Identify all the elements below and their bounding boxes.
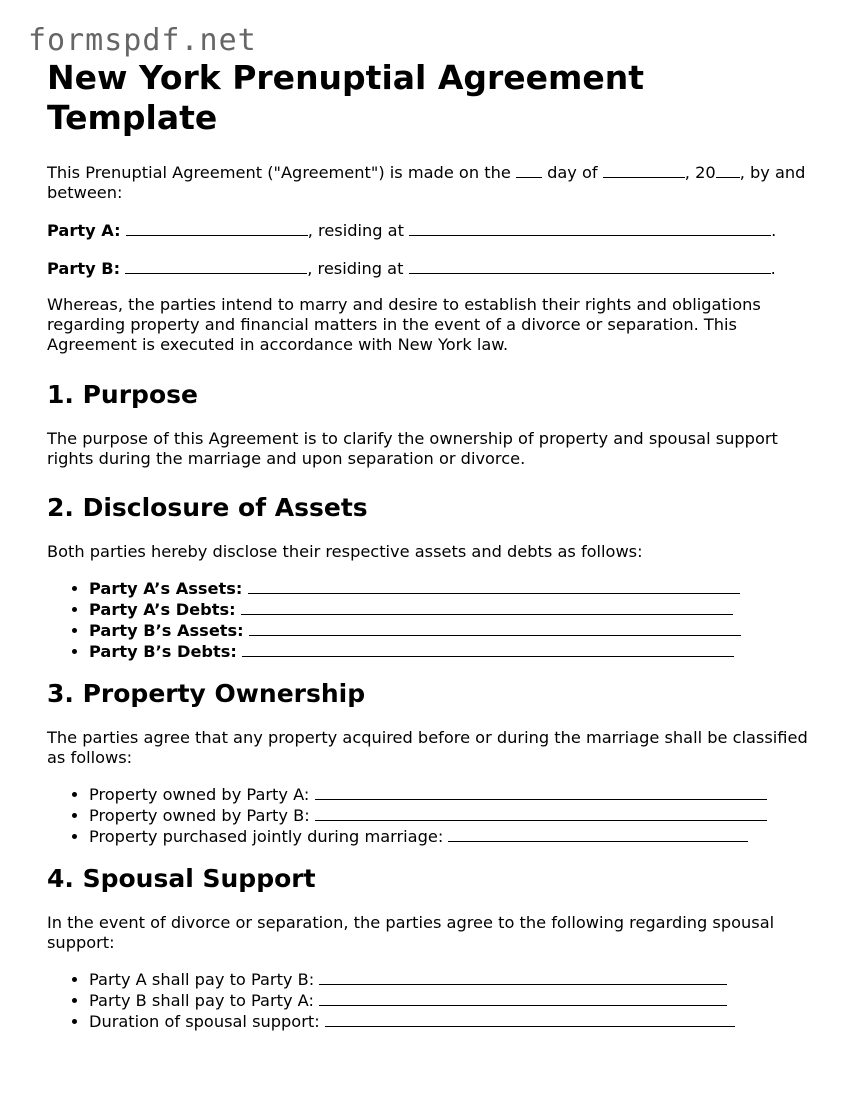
list-item-label: Party A shall pay to Party B: bbox=[89, 970, 315, 989]
list-item bbox=[89, 990, 817, 1011]
whereas-paragraph: Whereas, the parties intend to marry and desire to establish their rights and obligations regarding property and financial matters in the event of a divorce or separation. This Agreement is executed in accordance with New York law. bbox=[47, 295, 761, 354]
list-item bbox=[89, 620, 817, 641]
party-a-assets-blank[interactable] bbox=[248, 578, 740, 594]
b-pays-a-blank[interactable] bbox=[319, 990, 727, 1006]
year-blank[interactable] bbox=[716, 162, 740, 178]
support-text: In the event of divorce or separation, the parties agree to the following regarding spousal support: bbox=[47, 913, 775, 952]
list-item-label: Property owned by Party A: bbox=[89, 785, 310, 804]
a-pays-b-blank[interactable] bbox=[319, 969, 727, 985]
property-joint-blank[interactable] bbox=[448, 826, 748, 842]
list-item bbox=[89, 599, 817, 620]
list-item-label: Property owned by Party B: bbox=[89, 806, 310, 825]
list-item bbox=[89, 805, 817, 826]
document-title: New York Prenuptial Agreement Template bbox=[47, 58, 645, 137]
party-b-address-blank[interactable] bbox=[409, 258, 771, 274]
watermark: formspdf.net bbox=[28, 23, 257, 58]
party-b-end: . bbox=[770, 259, 776, 278]
property-party-a-blank[interactable] bbox=[315, 784, 767, 800]
party-b-name-blank[interactable] bbox=[125, 258, 307, 274]
list-item-label: Party A’s Debts: bbox=[89, 600, 236, 619]
list-item bbox=[89, 969, 817, 990]
support-heading: 4. Spousal Support bbox=[47, 864, 316, 893]
party-b-assets-blank[interactable] bbox=[249, 620, 741, 636]
disclosure-text: Both parties hereby disclose their respective assets and debts as follows: bbox=[47, 542, 643, 561]
disclosure-heading: 2. Disclosure of Assets bbox=[47, 493, 368, 522]
list-item bbox=[89, 826, 817, 847]
list-item-label: Party B’s Assets: bbox=[89, 621, 244, 640]
list-item bbox=[89, 784, 817, 805]
intro-text-b: day of bbox=[547, 163, 598, 182]
support-duration-blank[interactable] bbox=[325, 1011, 735, 1027]
party-a-address-blank[interactable] bbox=[409, 220, 771, 236]
list-item bbox=[89, 578, 817, 599]
party-b-line bbox=[47, 258, 817, 279]
party-b-residing-label: , residing at bbox=[307, 259, 404, 278]
intro-text-c: , 20 bbox=[684, 163, 716, 182]
day-blank[interactable] bbox=[516, 162, 542, 178]
property-text: The parties agree that any property acquired before or during the marriage shall be classified as follows: bbox=[47, 728, 808, 767]
party-a-residing-label: , residing at bbox=[307, 221, 404, 240]
intro-text-d: , by and between: bbox=[47, 163, 806, 202]
party-b-label: Party B: bbox=[47, 259, 121, 278]
purpose-heading: 1. Purpose bbox=[47, 380, 198, 409]
list-item-label: Party B’s Debts: bbox=[89, 642, 237, 661]
month-blank[interactable] bbox=[603, 162, 685, 178]
party-b-debts-blank[interactable] bbox=[242, 641, 734, 657]
party-a-label: Party A: bbox=[47, 221, 121, 240]
list-item bbox=[89, 1011, 817, 1032]
party-a-debts-blank[interactable] bbox=[241, 599, 733, 615]
list-item-label: Property purchased jointly during marriage: bbox=[89, 827, 444, 846]
list-item-label: Duration of spousal support: bbox=[89, 1012, 320, 1031]
list-item-label: Party A’s Assets: bbox=[89, 579, 243, 598]
party-a-line bbox=[47, 220, 817, 241]
intro-paragraph bbox=[47, 162, 817, 203]
document-page bbox=[47, 58, 817, 1032]
property-list bbox=[47, 784, 817, 847]
property-heading: 3. Property Ownership bbox=[47, 679, 366, 708]
list-item bbox=[89, 641, 817, 662]
party-a-end: . bbox=[771, 221, 777, 240]
party-a-name-blank[interactable] bbox=[126, 220, 308, 236]
list-item-label: Party B shall pay to Party A: bbox=[89, 991, 314, 1010]
purpose-text: The purpose of this Agreement is to clarify the ownership of property and spousal support rights during the marriage and upon separation or divorce. bbox=[47, 429, 778, 468]
support-list bbox=[47, 969, 817, 1032]
disclosure-list bbox=[47, 578, 817, 662]
intro-text-a: This Prenuptial Agreement ("Agreement") is made on the bbox=[47, 163, 511, 182]
property-party-b-blank[interactable] bbox=[315, 805, 767, 821]
